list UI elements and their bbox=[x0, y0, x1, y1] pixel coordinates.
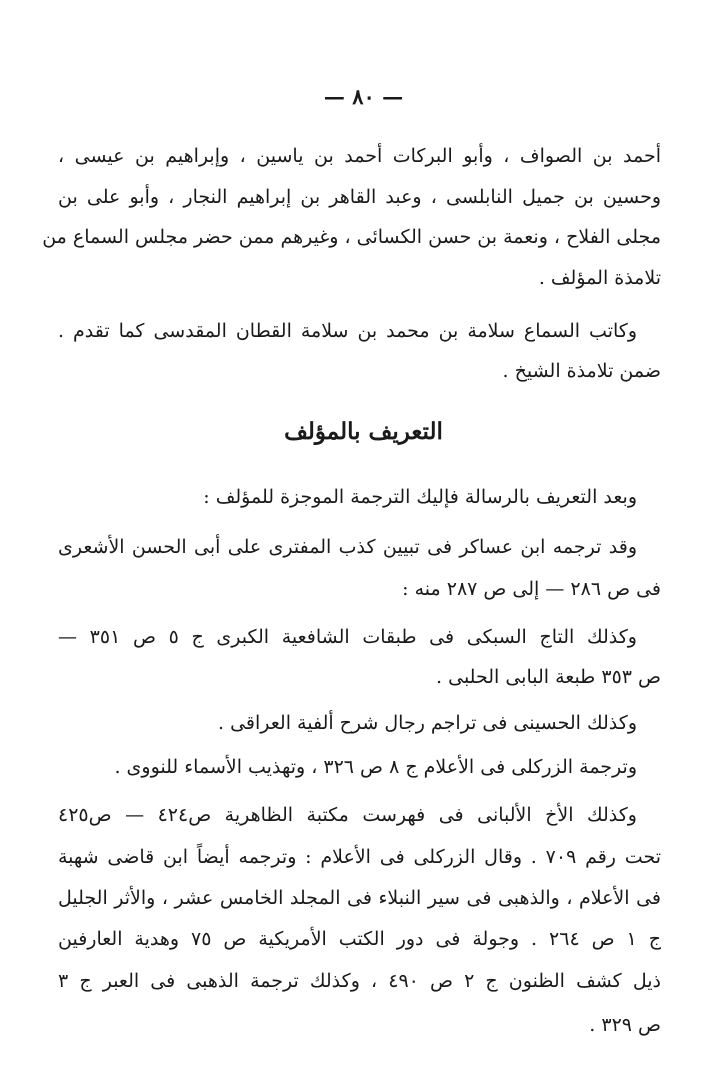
text-line: ص ٣٥٣ طبعة البابى الحلبى . bbox=[436, 666, 661, 688]
text-line: فى ص ٢٨٦ — إلى ص ٢٨٧ منه : bbox=[402, 578, 661, 600]
text-line: ذيل كشف الظنون ج ٢ ص ٤٩٠ ، وكذلك ترجمة الذهبى فى العبر ج ٣ bbox=[58, 970, 661, 992]
text-line: أحمد بن الصواف ، وأبو البركات أحمد بن ياسين ، وإبراهيم بن عيسى ، bbox=[58, 145, 661, 167]
text-line: وبعد التعريف بالرسالة فإليك الترجمة الموجزة للمؤلف : bbox=[203, 486, 637, 508]
text-line: ص ٣٢٩ . bbox=[589, 1014, 661, 1036]
section-heading: التعريف بالمؤلف bbox=[284, 418, 443, 445]
text-line: وحسين بن جميل النابلسى ، وعبد القاهر بن إبراهيم النجار ، وأبو على بن bbox=[58, 186, 662, 208]
page-number: — ٨٠ — bbox=[323, 84, 404, 109]
text-line: وقد ترجمه ابن عساكر فى تبيين كذب المفترى على أبى الحسن الأشعرى bbox=[58, 536, 637, 558]
text-line: فى الأعلام ، والذهبى فى سير النبلاء فى المجلد الخامس عشر ، والأثر الجليل bbox=[58, 887, 661, 909]
text-line: مجلى الفلاح ، ونعمة بن حسن الكسائى ، وغيرهم ممن حضر مجلس السماع من bbox=[42, 226, 661, 248]
text-line: ضمن تلامذة الشيخ . bbox=[502, 360, 661, 382]
text-line: وكاتب السماع سلامة بن محمد بن سلامة القطان المقدسى كما تقدم . bbox=[58, 320, 637, 342]
text-line: تلامذة المؤلف . bbox=[538, 267, 661, 289]
text-line: ج ١ ص ٢٦٤ . وجولة فى دور الكتب الأمريكية ص ٧٥ وهدية العارفين bbox=[58, 928, 661, 950]
text-line: وكذلك الحسينى فى تراجم رجال شرح ألفية العراقى . bbox=[218, 712, 637, 734]
text-line: وكذلك الأخ الألبانى فى فهرست مكتبة الظاهرية ص٤٢٤ — ص٤٢٥ bbox=[58, 804, 637, 826]
text-line: تحت رقم ٧٠٩ . وقال الزركلى فى الأعلام : وترجمه أيضاً ابن قاضى شهبة bbox=[58, 846, 661, 868]
text-line: وكذلك التاج السبكى فى طبقات الشافعية الكبرى ج ٥ ص ٣٥١ — bbox=[58, 626, 637, 648]
text-line: وترجمة الزركلى فى الأعلام ج ٨ ص ٣٢٦ ، وتهذيب الأسماء للنووى . bbox=[114, 756, 637, 778]
